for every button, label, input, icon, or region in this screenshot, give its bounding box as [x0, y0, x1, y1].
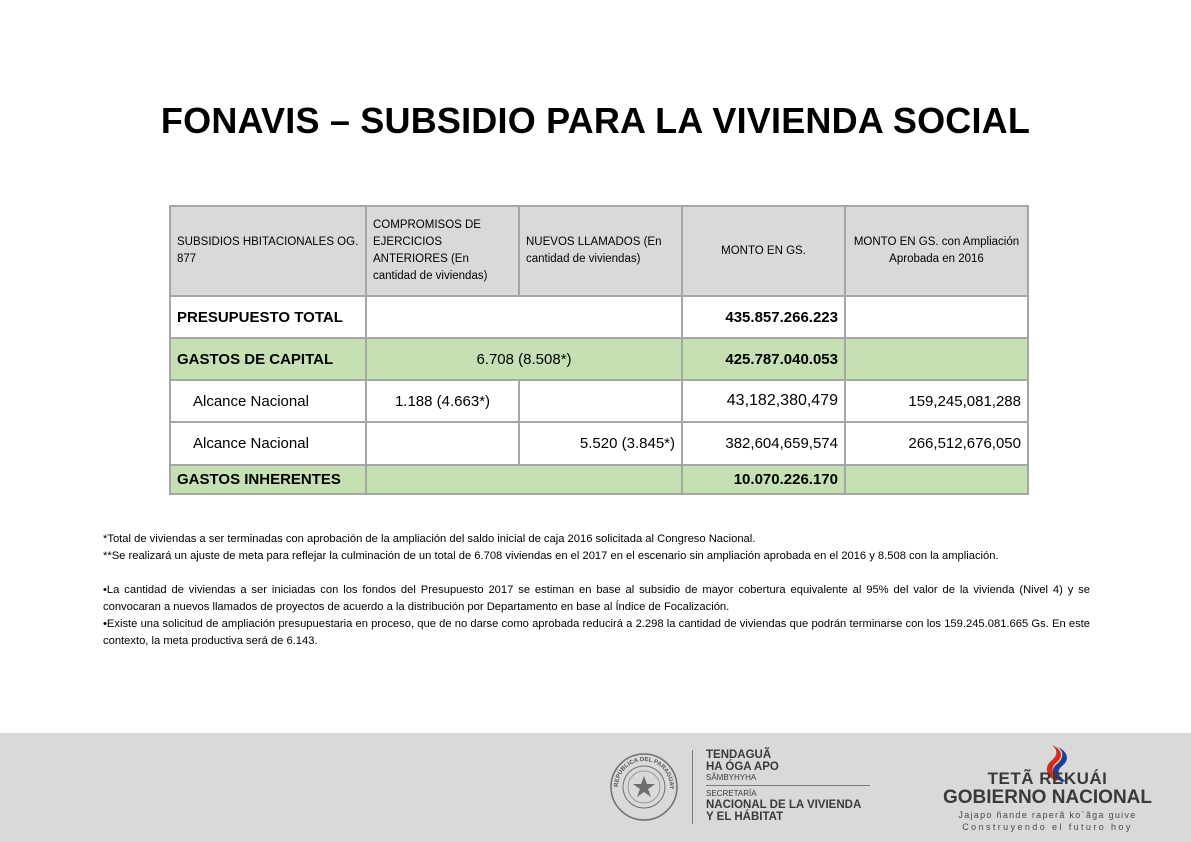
- cell-ampliacion: 266,512,676,050: [845, 422, 1028, 465]
- divider: [706, 785, 870, 786]
- row-label: GASTOS INHERENTES: [170, 465, 366, 494]
- secretaria-line-5: NACIONAL DE LA VIVIENDA: [706, 799, 862, 811]
- table-row: [170, 338, 1028, 380]
- note-1: *Total de viviendas a ser terminadas con aprobación de la ampliación del saldo inicial de caja 2016 solicitada al Congreso Nacional.: [103, 533, 756, 545]
- gobierno-line-4: Construyendo el futuro hoy: [962, 822, 1133, 832]
- gobierno-line-3: Jajapo ñande raperã ko`ãga guive: [958, 810, 1137, 820]
- secretaria-logo: [706, 749, 870, 823]
- gobierno-nacional-logo: [940, 747, 1160, 839]
- cell-monto: 382,604,659,574: [682, 422, 845, 465]
- header-nuevos: NUEVOS LLAMADOS (En cantidad de viviendas): [519, 206, 682, 296]
- cell-merged: [366, 465, 682, 494]
- table-row: [170, 465, 1028, 494]
- cell-ampliacion: [845, 465, 1028, 494]
- note-2: **Se realizará un ajuste de meta para reflejar la culminación de un total de 6.708 viviendas en el 2017 en el escenario sin ampliación aprobada en el 2016 y 8.508 con la ampliación.: [103, 550, 999, 562]
- national-seal-icon: [610, 753, 678, 821]
- header-monto: MONTO EN GS.: [682, 206, 845, 296]
- cell-monto: 425.787.040.053: [682, 338, 845, 380]
- row-label: PRESUPUESTO TOTAL: [170, 296, 366, 338]
- cell-nuevos: 5.520 (3.845*): [519, 422, 682, 465]
- cell-merged: 6.708 (8.508*): [366, 338, 682, 380]
- footer-band: [0, 733, 1191, 842]
- table-header-row: [170, 206, 1028, 296]
- cell-compromisos: [366, 296, 682, 338]
- cell-nuevos: [519, 380, 682, 422]
- cell-monto: 10.070.226.170: [682, 465, 845, 494]
- gobierno-line-2: GOBIERNO NACIONAL: [943, 787, 1152, 808]
- cell-monto: 43,182,380,479: [682, 380, 845, 422]
- secretaria-line-1: TENDAGUÃ: [706, 749, 772, 761]
- cell-ampliacion: 159,245,081,288: [845, 380, 1028, 422]
- cell-monto: 435.857.266.223: [682, 296, 845, 338]
- cell-ampliacion: [845, 296, 1028, 338]
- divider: [692, 750, 693, 824]
- secretaria-line-6: Y EL HÁBITAT: [706, 811, 784, 823]
- header-monto-ampliacion: MONTO EN GS. con Ampliación Aprobada en 2016: [845, 206, 1028, 296]
- secretaria-line-2: HA ÓGA APO: [706, 761, 779, 773]
- row-label: Alcance Nacional: [170, 380, 366, 422]
- note-3: •La cantidad de viviendas a ser iniciadas con los fondos del Presupuesto 2017 se estiman en base al subsidio de mayor cobertura equivalente al 95% del valor de la vivienda (Nivel 4) y se convocaran a nuevos llamados de proyectos de acuerdo a la distribución por Departamento en base al Índice de Focalización.: [103, 584, 1090, 613]
- cell-compromisos: 1.188 (4.663*): [366, 380, 519, 422]
- footnotes: [103, 531, 1090, 650]
- page-title: FONAVIS – SUBSIDIO PARA LA VIVIENDA SOCIAL: [160, 100, 1031, 141]
- row-label: GASTOS DE CAPITAL: [170, 338, 366, 380]
- secretaria-line-4: SECRETARÍA: [706, 789, 757, 798]
- table-row: [170, 422, 1028, 465]
- cell-compromisos: [366, 422, 519, 465]
- table-row: [170, 380, 1028, 422]
- gobierno-line-1: TETÃ REKUÁI: [987, 769, 1108, 788]
- table-row: [170, 296, 1028, 338]
- subsidy-table: [169, 205, 1029, 495]
- cell-ampliacion: [845, 338, 1028, 380]
- row-label: Alcance Nacional: [170, 422, 366, 465]
- secretaria-line-3: SÃMBYHYHA: [706, 773, 757, 782]
- note-4: •Existe una solicitud de ampliación presupuestaria en proceso, que de no darse como aprobada reducirá a 2.298 la cantidad de viviendas que podrán terminarse con los 159.245.081.665 Gs. En este contexto, la meta productiva será de 6.143.: [103, 618, 1090, 647]
- header-subsidios: SUBSIDIOS HBITACIONALES OG. 877: [170, 206, 366, 296]
- seal-text: REPÚBLICA DEL PARAGUAY: [613, 756, 675, 790]
- header-compromisos: COMPROMISOS DE EJERCICIOS ANTERIORES (En cantidad de viviendas): [366, 206, 519, 296]
